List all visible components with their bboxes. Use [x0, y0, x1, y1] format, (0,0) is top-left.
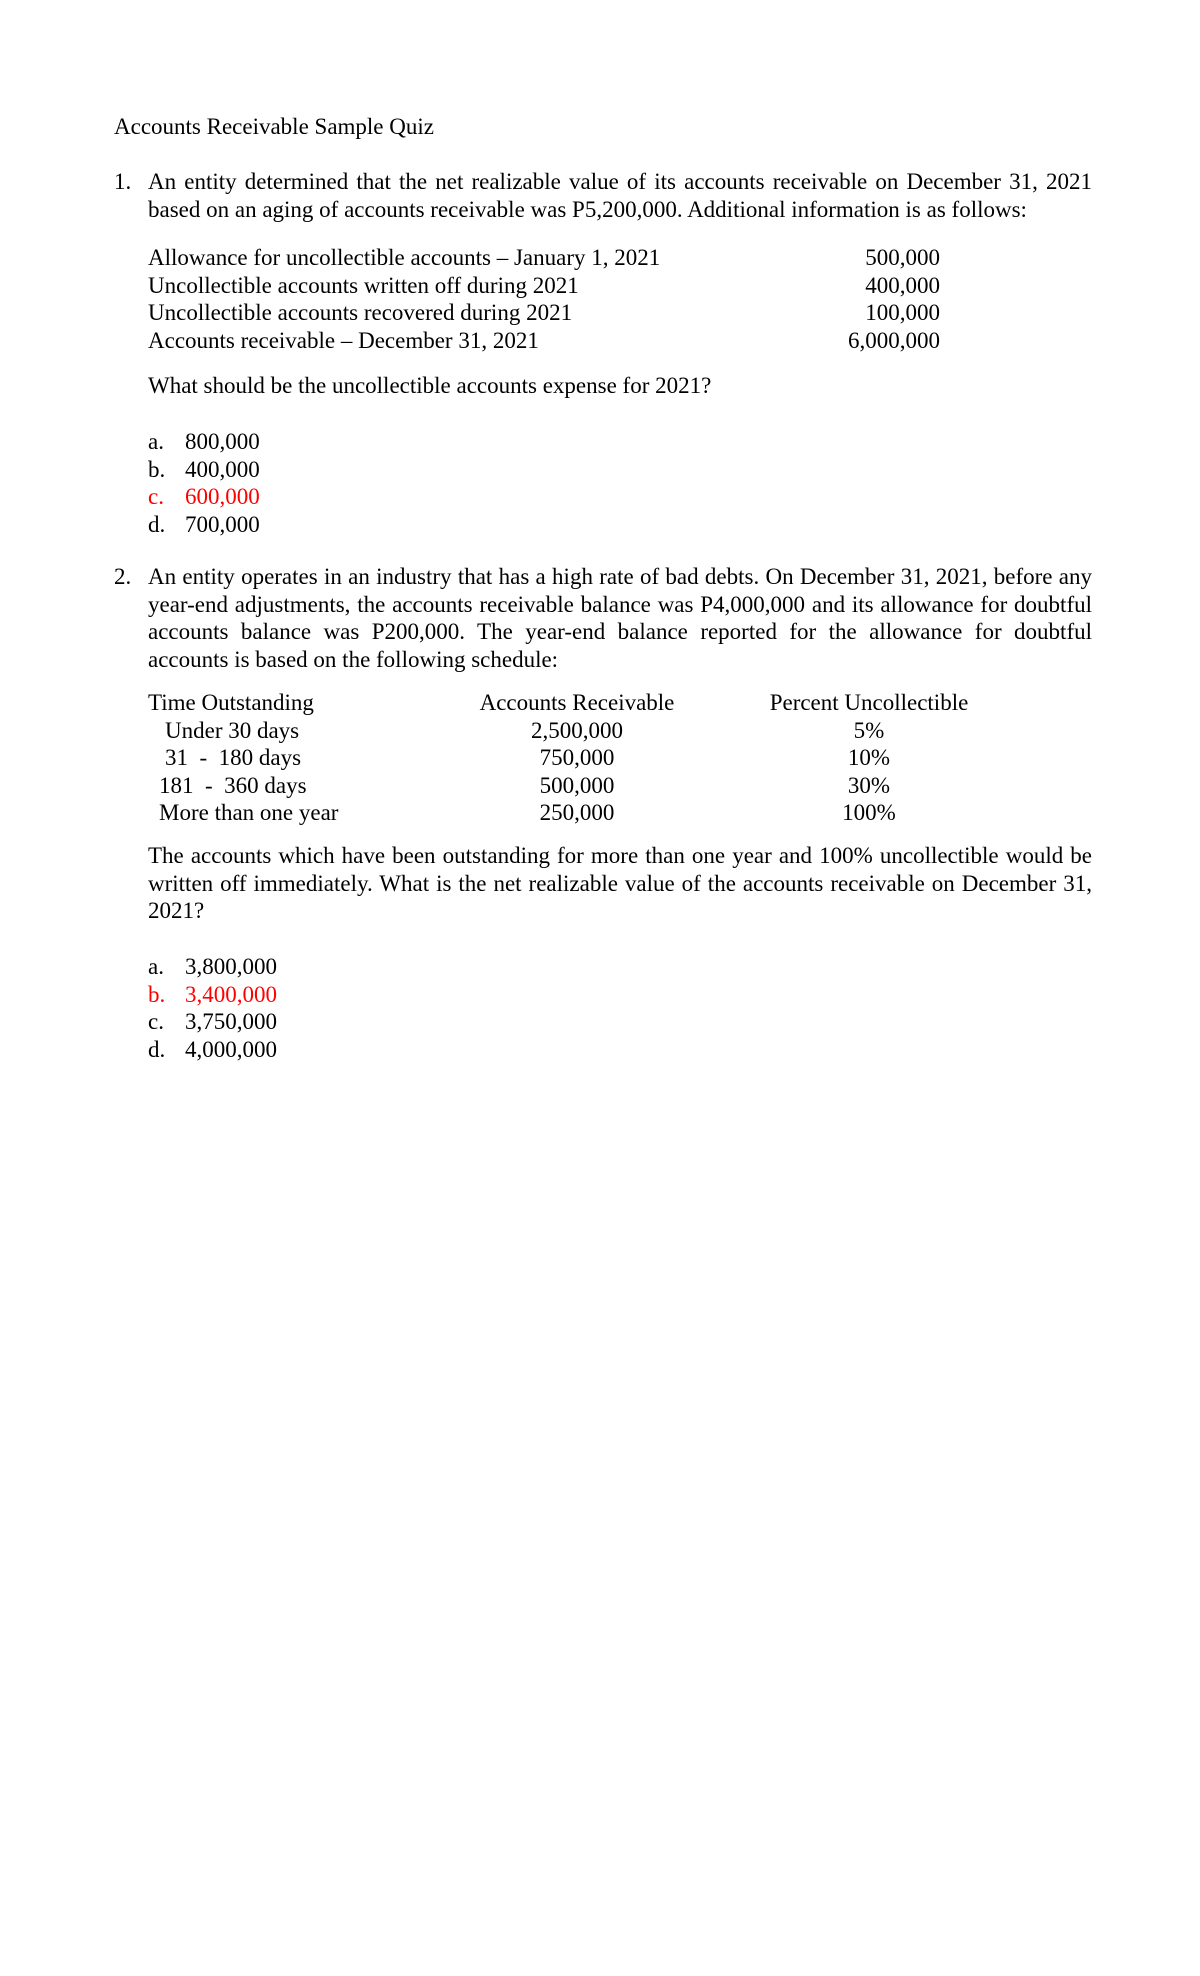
info-label: Uncollectible accounts recovered during 2021 [148, 300, 573, 325]
info-row [148, 244, 940, 272]
info-label: Allowance for uncollectible accounts – January 1, 2021 [148, 245, 661, 270]
choice-letter: d. [148, 511, 166, 537]
schedule-row [148, 744, 976, 772]
schedule-cell-percent: 5% [853, 717, 885, 743]
schedule-cell-time: More than one year [159, 800, 339, 825]
info-value: 100,000 [865, 300, 940, 325]
choice-value: 600,000 [185, 484, 260, 509]
schedule-header-time: Time Outstanding [148, 690, 314, 715]
schedule-cell-percent: 10% [847, 745, 891, 770]
schedule-row [148, 772, 976, 800]
document-title: Accounts Receivable Sample Quiz [114, 114, 434, 139]
choice-value: 800,000 [185, 429, 260, 454]
schedule-cell-percent: 30% [847, 772, 891, 798]
schedule-cell-amount: 2,500,000 [531, 717, 623, 743]
info-label: Accounts receivable – December 31, 2021 [148, 327, 539, 353]
info-value: 6,000,000 [848, 327, 940, 353]
schedule-cell-amount: 750,000 [539, 745, 615, 770]
aging-schedule-table [148, 689, 976, 827]
info-label: Uncollectible accounts written off during 2021 [148, 272, 579, 298]
info-row [148, 299, 940, 327]
choice-value: 700,000 [185, 511, 260, 537]
choice-value: 3,400,000 [185, 981, 277, 1007]
question-1-number: 1. [114, 169, 132, 194]
question-1-prompt: What should be the uncollectible accounts expense for 2021? [148, 373, 712, 398]
question-1-text: An entity determined that the net realizable value of its accounts receivable on December 31, 2021 based on an aging of accounts receivable was P5,200,000. Additional information is as follows: [148, 169, 1092, 222]
question-2-prompt: The accounts which have been outstanding for more than one year and 100% uncollectible would be written off immediately. What is the net realizable value of the accounts receivable on December 31, 2021? [148, 843, 1092, 923]
question-2-text: An entity operates in an industry that has a high rate of bad debts. On December 31, 2021, before any year-end adjustments, the accounts receivable balance was P4,000,000 and its allowance for doubtful accounts balance was P200,000. The year-end balance reported for the allowance for doubtful accounts is based on the following schedule: [148, 564, 1092, 672]
info-row [148, 272, 940, 300]
choice-value: 3,800,000 [185, 954, 277, 979]
schedule-header-percent: Percent Uncollectible [769, 690, 969, 715]
choice-value: 4,000,000 [185, 1036, 277, 1062]
choice-letter: c. [148, 484, 164, 509]
choice-letter: c. [148, 1009, 164, 1034]
info-value: 500,000 [865, 245, 940, 270]
info-row [148, 327, 940, 355]
choice-letter: d. [148, 1036, 166, 1062]
choice-letter: b. [148, 981, 166, 1007]
schedule-header-receivable: Accounts Receivable [479, 690, 675, 715]
question-1-info-table [148, 244, 940, 354]
schedule-cell-amount: 500,000 [539, 772, 615, 798]
schedule-cell-time: 31 - 180 days [165, 745, 302, 770]
choice-letter: a. [148, 954, 164, 979]
schedule-row [148, 717, 976, 745]
choice-value: 400,000 [185, 456, 260, 482]
choice-value: 3,750,000 [185, 1009, 277, 1034]
question-2-number: 2. [114, 564, 132, 589]
schedule-row [148, 799, 976, 827]
schedule-header-row [148, 689, 976, 717]
choice-letter: b. [148, 456, 166, 482]
schedule-cell-time: 181 - 360 days [159, 772, 307, 798]
schedule-cell-amount: 250,000 [539, 800, 615, 825]
schedule-cell-percent: 100% [842, 800, 896, 825]
schedule-cell-time: Under 30 days [165, 717, 300, 743]
choice-letter: a. [148, 429, 164, 454]
info-value: 400,000 [865, 272, 940, 298]
